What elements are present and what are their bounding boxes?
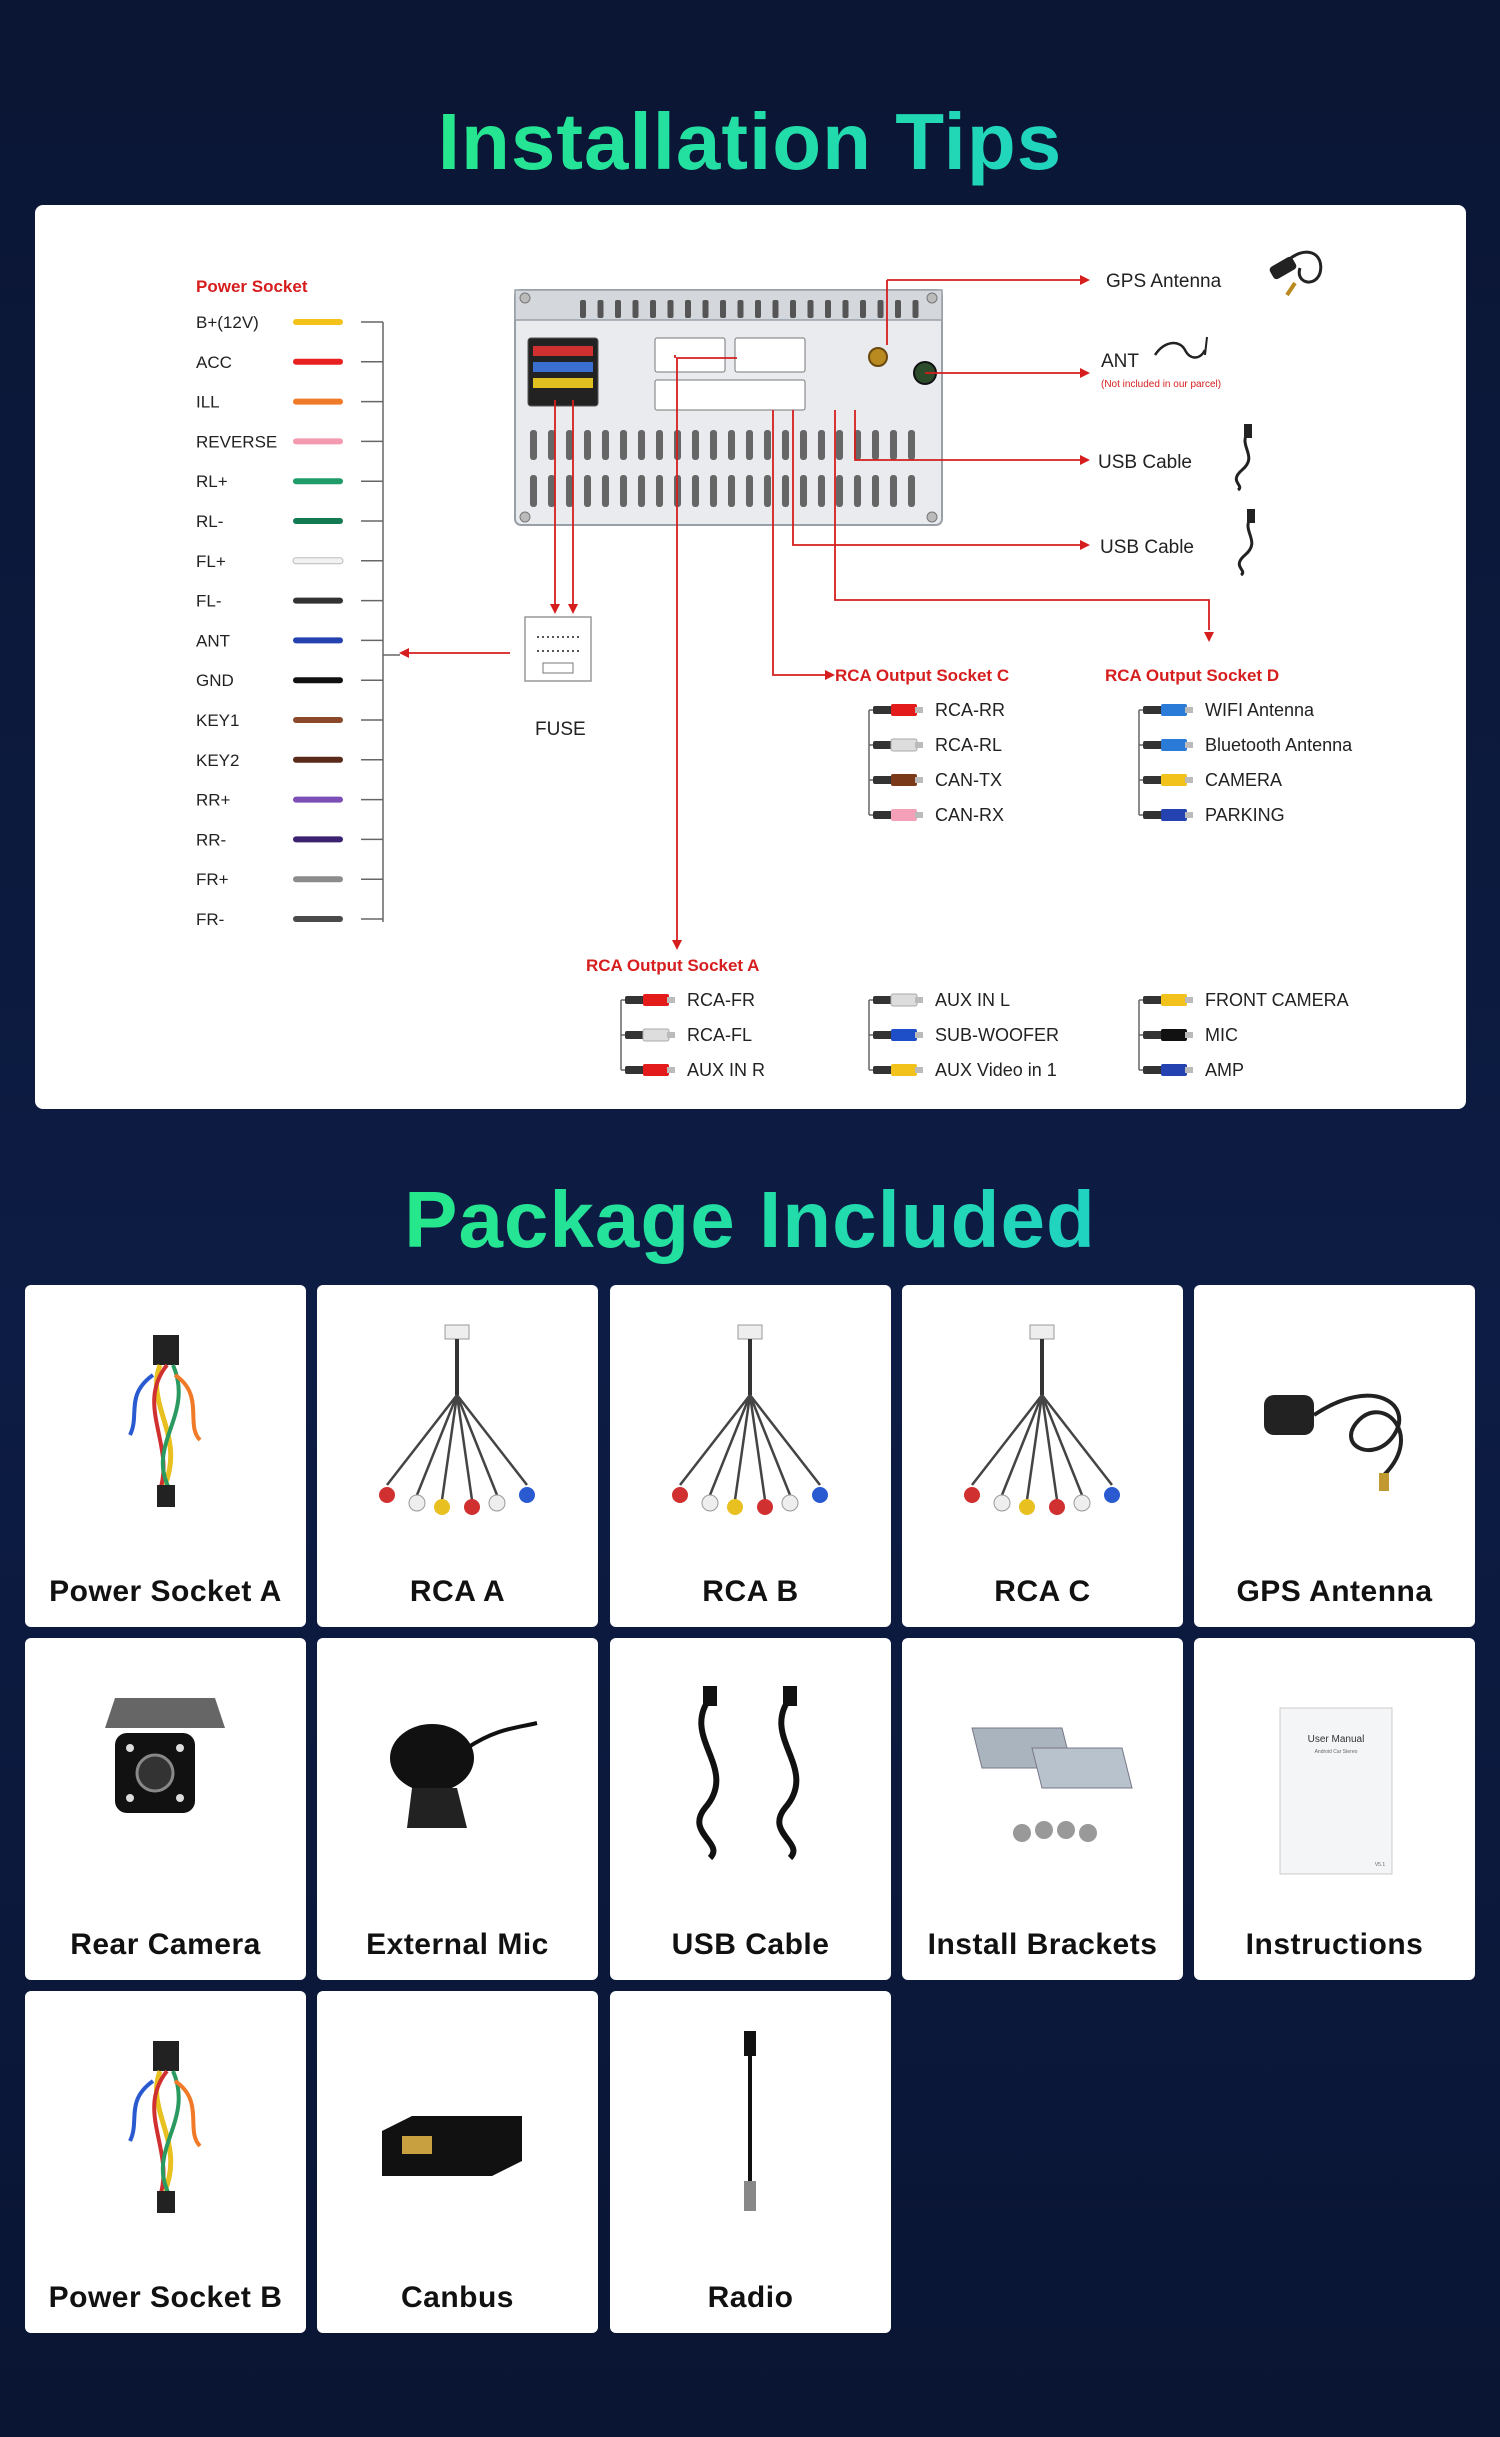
rca-socket-item xyxy=(1139,735,1353,755)
head-unit-back xyxy=(515,290,942,525)
rca-socket-label: FRONT CAMERA xyxy=(1205,990,1349,1010)
package-card xyxy=(317,1638,598,1980)
rca-socket-item xyxy=(1139,1060,1244,1080)
power-wire-label: FR+ xyxy=(196,870,229,890)
power-wire-label: B+(12V) xyxy=(196,313,259,332)
rca-plug-icon xyxy=(873,704,923,716)
power-wire-item xyxy=(196,751,383,770)
wire-color-swatch xyxy=(293,757,343,763)
package-card xyxy=(1194,1638,1475,1980)
power-wire-label: FR- xyxy=(196,910,225,929)
power-wire-item xyxy=(196,671,383,690)
rca-socket-item xyxy=(869,805,1004,825)
wiring-diagram-svg xyxy=(35,205,1466,1109)
package-label: GPS Antenna xyxy=(1236,1575,1433,1608)
wire-color-swatch xyxy=(293,319,343,325)
rca-socket-item xyxy=(869,1060,1057,1080)
wire-color-swatch xyxy=(293,836,343,842)
wire-harness-icon xyxy=(25,1991,306,2261)
wire-color-swatch xyxy=(293,598,343,604)
package-card xyxy=(610,1285,891,1627)
radio-adapter-icon xyxy=(610,1991,891,2261)
rca-socket-item xyxy=(869,735,1002,755)
wire-harness-icon xyxy=(25,1285,306,1555)
rca-cable-icon xyxy=(317,1285,598,1555)
package-card xyxy=(25,1638,306,1980)
rca-plug-icon xyxy=(873,994,923,1006)
package-card xyxy=(610,1991,891,2333)
manual-icon xyxy=(1194,1638,1475,1908)
wire-color-swatch xyxy=(293,438,343,444)
power-wire-label: RR- xyxy=(196,830,227,850)
rca-socket-item xyxy=(621,1025,752,1045)
gps-antenna-icon xyxy=(1268,252,1321,295)
rca-a-list xyxy=(621,990,1349,1080)
power-wire-item xyxy=(196,711,383,730)
rca-plug-icon xyxy=(1143,704,1193,716)
usb-cable-icon-1 xyxy=(1236,424,1252,490)
power-wire-label: GND xyxy=(196,671,234,691)
rca-socket-item xyxy=(869,770,1002,790)
power-socket-title: Power Socket xyxy=(196,277,308,296)
rca-socket-label: AUX IN R xyxy=(687,1060,766,1080)
rca-plug-icon xyxy=(873,809,923,821)
ant-cable-icon xyxy=(1155,337,1207,358)
power-wire-item xyxy=(196,393,383,412)
power-wire-item xyxy=(196,791,383,810)
rca-socket-item xyxy=(621,990,755,1010)
wire-color-swatch xyxy=(293,637,343,643)
power-wire-label: ACC xyxy=(196,352,232,372)
power-wire-item xyxy=(196,552,383,571)
package-card xyxy=(610,1638,891,1980)
rca-cable-icon xyxy=(902,1285,1183,1555)
wire-color-swatch xyxy=(293,518,343,524)
rca-plug-icon xyxy=(625,1064,675,1076)
rca-socket-label: RCA-FL xyxy=(687,1025,753,1045)
power-wire-label: RL- xyxy=(196,512,224,531)
rca-socket-item xyxy=(869,1025,1059,1045)
power-wire-item xyxy=(196,472,383,491)
power-wire-label: KEY1 xyxy=(196,711,240,730)
ant-label: ANT xyxy=(1101,351,1139,372)
installation-diagram xyxy=(35,205,1466,1109)
rca-plug-icon xyxy=(625,1029,675,1041)
package-included-heading: Package Included xyxy=(0,1170,1500,1270)
power-wire-item xyxy=(196,353,383,372)
wire-color-swatch xyxy=(293,399,343,405)
ant-note: (Not included in our parcel) xyxy=(1101,379,1222,390)
microphone-icon xyxy=(317,1638,598,1908)
usb-cable-label-2: USB Cable xyxy=(1100,537,1194,558)
gps-antenna-icon xyxy=(1194,1285,1475,1555)
power-wire-item xyxy=(196,313,383,332)
power-wire-item xyxy=(196,592,383,611)
power-wire-label: ANT xyxy=(196,631,230,651)
canbus-box-icon xyxy=(317,1991,598,2261)
rca-socket-label: RCA-RL xyxy=(935,735,1003,755)
rca-cable-icon xyxy=(610,1285,891,1555)
package-label: Instructions xyxy=(1245,1928,1424,1961)
rca-socket-label: MIC xyxy=(1205,1025,1238,1045)
rca-a-title: RCA Output Socket A xyxy=(586,956,760,975)
rca-socket-label: CAN-RX xyxy=(935,805,1005,825)
wire-color-swatch xyxy=(293,558,343,564)
wire-color-swatch xyxy=(293,717,343,723)
package-label: RCA C xyxy=(994,1575,1091,1608)
power-wire-list xyxy=(196,313,383,929)
rca-d-list xyxy=(1139,700,1353,825)
rca-plug-icon xyxy=(1143,809,1193,821)
rca-socket-label: WIFI Antenna xyxy=(1205,700,1315,720)
rca-socket-label: CAN-TX xyxy=(935,770,1002,790)
package-label: Canbus xyxy=(400,2281,514,2314)
package-label: Power Socket B xyxy=(48,2281,283,2314)
wire-color-swatch xyxy=(293,677,343,683)
package-card xyxy=(1194,1285,1475,1627)
package-label: RCA A xyxy=(409,1575,506,1608)
rca-socket-label: AUX IN L xyxy=(935,990,1011,1010)
wire-color-swatch xyxy=(293,478,343,484)
gps-label: GPS Antenna xyxy=(1106,271,1222,292)
rca-socket-label: Bluetooth Antenna xyxy=(1205,735,1353,755)
rca-socket-item xyxy=(869,700,1005,720)
power-wire-item xyxy=(196,432,383,451)
rca-socket-item xyxy=(1139,700,1315,720)
power-wire-label: FL+ xyxy=(196,551,226,571)
rca-plug-icon xyxy=(873,1029,923,1041)
wire-color-swatch xyxy=(293,359,343,365)
rca-socket-label: SUB-WOOFER xyxy=(935,1025,1059,1045)
package-label: Radio xyxy=(707,2281,794,2314)
power-wire-item xyxy=(196,512,383,531)
svg-text:V5.1: V5.1 xyxy=(1374,1862,1386,1868)
rca-d-title: RCA Output Socket D xyxy=(1105,666,1280,685)
package-label: Rear Camera xyxy=(70,1928,261,1961)
bracket-icon xyxy=(902,1638,1183,1908)
rca-plug-icon xyxy=(625,994,675,1006)
wire-color-swatch xyxy=(293,876,343,882)
rca-socket-label: PARKING xyxy=(1205,805,1285,825)
rca-plug-icon xyxy=(1143,1029,1193,1041)
rca-plug-icon xyxy=(1143,994,1193,1006)
rca-socket-label: RCA-FR xyxy=(687,990,755,1010)
rca-plug-icon xyxy=(1143,1064,1193,1076)
usb-cable-icon xyxy=(610,1638,891,1908)
rca-socket-item xyxy=(1139,1025,1238,1045)
rca-plug-icon xyxy=(873,739,923,751)
rca-socket-label: AMP xyxy=(1205,1060,1245,1080)
package-card xyxy=(317,1991,598,2333)
fuse xyxy=(525,617,591,681)
usb-cable-label-1: USB Cable xyxy=(1098,452,1192,473)
rca-socket-label: RCA-RR xyxy=(935,700,1005,720)
power-wire-item xyxy=(196,910,383,929)
rca-socket-label: AUX Video in 1 xyxy=(935,1060,1057,1080)
power-wire-label: RR+ xyxy=(196,790,231,810)
rca-socket-item xyxy=(869,990,1010,1010)
installation-tips-heading: Installation Tips xyxy=(0,92,1500,192)
power-wire-label: ILL xyxy=(196,392,220,412)
package-card xyxy=(902,1638,1183,1980)
fuse-label: FUSE xyxy=(535,719,586,740)
wire-color-swatch xyxy=(293,797,343,803)
rca-c-title: RCA Output Socket C xyxy=(835,666,1010,685)
rca-plug-icon xyxy=(873,1064,923,1076)
svg-text:Android Car Stereo: Android Car Stereo xyxy=(1314,1749,1358,1755)
rca-socket-item xyxy=(1139,990,1349,1010)
package-label: Install Brackets xyxy=(927,1928,1158,1961)
package-card xyxy=(902,1285,1183,1627)
camera-icon xyxy=(25,1638,306,1908)
rca-socket-item xyxy=(1139,770,1282,790)
usb-cable-icon-2 xyxy=(1239,509,1255,575)
power-wire-label: FL- xyxy=(196,591,222,611)
rca-socket-item xyxy=(1139,805,1285,825)
package-card xyxy=(317,1285,598,1627)
package-label: External Mic xyxy=(366,1928,549,1961)
rca-socket-label: CAMERA xyxy=(1205,770,1283,790)
power-wire-label: REVERSE xyxy=(196,432,278,452)
package-label: Power Socket A xyxy=(49,1575,282,1608)
power-wire-label: RL+ xyxy=(196,472,228,492)
wire-color-swatch xyxy=(293,916,343,922)
rca-plug-icon xyxy=(873,774,923,786)
power-wire-label: KEY2 xyxy=(196,750,240,770)
power-wire-item xyxy=(196,830,383,849)
package-card xyxy=(25,1285,306,1627)
rca-socket-item xyxy=(621,1060,765,1080)
package-card xyxy=(25,1991,306,2333)
rca-c-list xyxy=(869,700,1005,825)
svg-text:User Manual: User Manual xyxy=(1307,1734,1365,1745)
power-wire-item xyxy=(196,631,383,650)
rca-plug-icon xyxy=(1143,739,1193,751)
package-label: RCA B xyxy=(702,1575,799,1608)
rca-plug-icon xyxy=(1143,774,1193,786)
package-label: USB Cable xyxy=(671,1928,830,1961)
power-wire-item xyxy=(196,870,383,889)
